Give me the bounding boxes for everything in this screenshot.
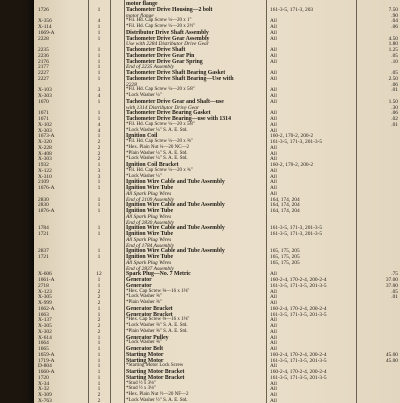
- cell-part-number: 2109: [38, 179, 49, 186]
- cell-quantity: 1: [97, 208, 101, 214]
- cell-part-number: 1664: [38, 340, 49, 347]
- cell-description: Starting Motor: [126, 351, 164, 358]
- cell-part-number: 1662-A: [38, 305, 55, 312]
- cell-description: Ignition Wire Cable and Tube Assembly: [126, 179, 225, 186]
- cell-models: All: [270, 271, 277, 278]
- cell-description: Spark Plug—No. 7 Metric: [126, 271, 191, 278]
- cell-price: .04: [391, 18, 398, 25]
- cell-quantity: 12: [96, 271, 102, 278]
- cell-quantity: 1: [97, 231, 101, 237]
- cell-part-number: 2228: [38, 35, 49, 42]
- cell-description: *Fil. Hd. Cap Screw ¼—20 x 5⁄8": [126, 121, 195, 127]
- cell-part-number: X-303: [38, 93, 52, 99]
- cell-models: 164, 174, 204: [270, 202, 300, 209]
- cell-quantity: 1: [97, 47, 101, 53]
- cell-price: 45.00: [385, 351, 398, 358]
- cell-description: *Lock Washer ¼" S. A. E. Std.: [126, 127, 188, 133]
- cell-part-number: X-122: [38, 167, 52, 174]
- cell-quantity: 4: [97, 18, 101, 25]
- cell-models: 161-3-5, 171-3-5, 201-3-5: [270, 311, 327, 318]
- cell-description: *Starting Motor Lock Screw: [126, 363, 184, 369]
- cell-models: All: [270, 70, 277, 76]
- cell-models: 160-2-4, 170-2-4, 200-2-4: [270, 277, 327, 283]
- cell-part-number: 1671: [38, 110, 49, 117]
- cell-description: Ignition Wire Tube: [126, 208, 174, 214]
- cell-models: All: [270, 397, 277, 403]
- cell-part-number: 2176: [38, 58, 49, 65]
- cell-description: *Lock Washer ⅜" S. A. E. Std.: [126, 323, 188, 328]
- cell-models: 160-2-4, 170-2-4, 200-2-4: [270, 351, 327, 358]
- cell-part-number: X-309: [38, 392, 52, 398]
- cell-description: Tachometer Drive Gear Spring: [126, 58, 203, 65]
- cell-part-number: 1784: [38, 225, 49, 232]
- cell-quantity: 4: [97, 93, 101, 99]
- cell-models: All: [270, 334, 277, 341]
- cell-models: All: [270, 392, 277, 398]
- cell-models: All: [270, 340, 277, 347]
- cell-models: 164, 174, 204: [270, 196, 300, 203]
- cell-price: .05: [391, 288, 398, 295]
- cell-price: 45.00: [385, 357, 398, 364]
- cell-models: All: [270, 167, 277, 174]
- cell-description: Ignition Wire Tube: [126, 185, 174, 191]
- cell-price: .01: [391, 121, 398, 128]
- cell-quantity: 2: [97, 392, 101, 398]
- cell-quantity: 2: [97, 328, 101, 335]
- cell-models: All: [270, 35, 277, 42]
- cell-part-number: 2830: [38, 196, 49, 203]
- cell-models: All: [270, 47, 277, 53]
- cell-quantity: 1: [97, 196, 101, 203]
- cell-description: Ignition Wire Tube: [126, 231, 174, 237]
- cell-description: Generator Bracket: [126, 305, 173, 312]
- cell-part-number: 1671: [38, 116, 49, 122]
- cell-price: 1.50: [388, 98, 398, 105]
- cell-models: All: [270, 144, 277, 151]
- cell-quantity: 1: [97, 346, 101, 352]
- cell-part-number: X-305: [38, 294, 52, 301]
- cell-description: *Lock Washer ½" S. A. E. Std.: [126, 397, 188, 403]
- cell-quantity: 1: [97, 35, 101, 42]
- cell-quantity: 1: [97, 98, 101, 105]
- cell-part-number: X-356: [38, 18, 52, 25]
- cell-quantity: 1: [97, 52, 101, 59]
- cell-price: 7.50: [388, 6, 398, 13]
- cell-description: *Fil. Hd. Cap Screw ¼—20 x 5⁄8": [126, 87, 195, 93]
- cell-description: with 1314 Distributor Drive Gear: [126, 104, 200, 111]
- cell-part-number: X-103: [38, 87, 52, 94]
- cell-part-number: 1720: [38, 374, 49, 381]
- cell-models: All: [270, 150, 277, 157]
- cell-models: 161-3-5, 171-3, 203: [270, 6, 314, 13]
- cell-price: 4.50: [388, 35, 398, 42]
- cell-quantity: 2: [97, 323, 101, 329]
- cell-quantity: 2: [97, 397, 101, 403]
- cell-quantity: 2: [97, 150, 101, 157]
- cell-description: Generator Bracket: [126, 311, 173, 318]
- cell-models: 160-2-4, 170-2-4, 200-2-4: [270, 305, 327, 312]
- cell-part-number: 2227: [38, 75, 49, 82]
- cell-quantity: 1: [97, 254, 101, 260]
- cell-description: Ignition Coil Bracket: [126, 162, 179, 168]
- cell-part-number: 2718: [38, 282, 49, 289]
- cell-description: Distributor Drive Shaft Assembly: [126, 29, 209, 36]
- cell-models: 160-2, 170-2, 200-2: [270, 162, 314, 168]
- cell-part-number: X-606: [38, 271, 52, 278]
- cell-part-number: 1660-A: [38, 369, 55, 375]
- cell-price: .05: [391, 70, 398, 76]
- cell-quantity: 1: [97, 225, 101, 232]
- cell-part-number: 1659-A: [38, 351, 55, 358]
- cell-part-number: 1721: [38, 254, 49, 260]
- cell-description: motor flange: [126, 1, 158, 7]
- cell-description: *Fil. Hd. Cap Screw ¼—20 x 1": [126, 18, 192, 24]
- cell-quantity: 1: [97, 374, 101, 381]
- cell-part-number: X-320: [38, 139, 52, 145]
- cell-quantity: 1: [97, 58, 101, 65]
- cell-price: .06: [391, 24, 398, 30]
- cell-description: *Hex. Cap Screw ⅜—16 x 1⅜": [126, 317, 190, 323]
- cell-part-number: 2837: [38, 248, 49, 255]
- cell-description: Tachometer Drive Gear and Shaft—use: [126, 98, 224, 105]
- cell-models: All: [270, 93, 277, 99]
- cell-quantity: 1: [97, 282, 101, 289]
- cell-quantity: 1: [97, 357, 101, 364]
- cell-quantity: 1: [97, 24, 101, 30]
- cell-quantity: 1: [97, 6, 101, 13]
- cell-part-number: 1876-A: [38, 208, 55, 214]
- cell-part-number: X-303: [38, 127, 52, 134]
- cell-quantity: 2: [97, 144, 101, 151]
- cell-models: 165, 175, 205: [270, 254, 300, 260]
- cell-description: Starting Motor: [126, 357, 164, 364]
- cell-quantity: 4: [97, 127, 101, 134]
- cell-quantity: 2: [97, 288, 101, 295]
- cell-quantity: 1: [97, 110, 101, 117]
- cell-quantity: 3: [97, 173, 101, 180]
- cell-description: Tachometer Drive Housing—2 bolt: [126, 6, 213, 13]
- cell-price: 37.00: [385, 282, 398, 289]
- cell-quantity: 1: [97, 70, 101, 76]
- cell-quantity: 1: [97, 380, 101, 387]
- cell-models: All: [270, 300, 277, 306]
- cell-price: .02: [391, 116, 398, 122]
- cell-price: .06: [391, 110, 398, 117]
- cell-part-number: X-999: [38, 300, 52, 306]
- cell-description: Tachometer Drive Gear Pin: [126, 52, 195, 59]
- cell-part-number: X-310: [38, 173, 52, 180]
- cell-quantity: 1: [97, 248, 101, 255]
- cell-description: *Stud ½ x 3⅛": [126, 386, 156, 392]
- cell-models: All: [270, 127, 277, 134]
- cell-quantity: 1: [97, 386, 101, 393]
- cell-description: Generator Belt: [126, 346, 164, 352]
- cell-part-number: X-137: [38, 317, 52, 324]
- cell-quantity: 3: [97, 87, 101, 94]
- cell-description: Use with 2284 Distributor Drive Gear: [126, 41, 209, 48]
- cell-price: 1.25: [388, 47, 398, 53]
- cell-part-number: X-102: [38, 121, 52, 128]
- cell-models: All: [270, 121, 277, 128]
- cell-models: All: [270, 288, 277, 295]
- cell-description: *Plain Washer ⅝" S. A. E. Std.: [126, 328, 188, 334]
- cell-models: 161-3-5, 171-3-5, 201-3-5: [270, 374, 327, 381]
- cell-part-number: X-303: [38, 156, 52, 163]
- cell-description: All Spark Plug Wires: [126, 213, 172, 220]
- cell-description: *Hex. Plain Nut ¼—20 NC—2: [126, 144, 190, 150]
- cell-part-number: 2177: [38, 64, 49, 71]
- cell-price: .05: [391, 52, 398, 59]
- cell-models: 161-3-5, 171-3, 201-3-5: [270, 231, 323, 237]
- cell-description: Ignition Wire Tube: [126, 254, 174, 260]
- cell-part-number: 1669-A: [38, 29, 55, 36]
- cell-models: All: [270, 190, 277, 197]
- cell-quantity: 1: [97, 340, 101, 347]
- cell-models: All: [270, 328, 277, 335]
- cell-models: All: [270, 52, 277, 59]
- cell-quantity: 1: [97, 363, 101, 370]
- cell-models: 160-2-4, 170-2-4, 200-2-4: [270, 369, 327, 375]
- cell-description: Generator: [126, 282, 152, 289]
- cell-description: *Fil. Hd. Cap Screw ¼—20 x ⅝": [126, 139, 193, 144]
- cell-description: End of 2837 Assembly: [126, 265, 174, 272]
- cell-quantity: 1: [97, 311, 101, 318]
- table-row: [34, 398, 400, 403]
- cell-description: *Fil. Hd. Cap Screw ¼—20 x ¾": [126, 167, 193, 173]
- cell-description: Ignition Wire Cable and Tube Assembly: [126, 248, 225, 255]
- cell-quantity: 1: [97, 351, 101, 358]
- cell-models: All: [270, 323, 277, 329]
- cell-models: All: [270, 18, 277, 25]
- cell-models: All: [270, 294, 277, 301]
- cell-description: *Lock Washer ¼" S. A. E. Std.: [126, 156, 188, 162]
- cell-models: All: [270, 29, 277, 36]
- cell-description: All Spark Plug Wires: [126, 236, 172, 243]
- cell-description: Tachometer Drive Shaft: [126, 47, 186, 53]
- cell-price: .30: [391, 104, 398, 111]
- cell-part-number: D-804: [38, 363, 52, 370]
- cell-quantity: 2: [97, 317, 101, 324]
- cell-part-number: 1665: [38, 346, 49, 352]
- cell-models: All: [270, 24, 277, 30]
- catalog-page: [34, 0, 400, 403]
- cell-quantity: 2: [97, 300, 101, 306]
- cell-description: Tachometer Drive Gear Assembly: [126, 35, 210, 42]
- cell-description: Ignition Wire Cable and Tube Assembly: [126, 202, 225, 209]
- cell-quantity: 1: [97, 369, 101, 375]
- cell-quantity: 1: [97, 185, 101, 191]
- cell-quantity: 1: [97, 75, 101, 82]
- cell-price: 1.80: [388, 41, 398, 48]
- cell-description: 2228: [126, 81, 137, 88]
- cell-part-number: 1670: [38, 98, 49, 105]
- cell-models: 161-3-5, 171-3-5, 201-3-5: [270, 357, 327, 364]
- cell-models: 161-3-5, 171-3, 201-3-5: [270, 139, 323, 145]
- cell-price: .01: [391, 87, 398, 94]
- cell-part-number: X-302: [38, 328, 52, 335]
- cell-quantity: 3: [97, 167, 101, 174]
- cell-models: All: [270, 116, 277, 122]
- cell-description: Generator Pulley: [126, 334, 169, 341]
- cell-description: *Fil. Hd. Cap Screw ¼—20 x 2½": [126, 24, 196, 29]
- cell-quantity: 1: [97, 133, 101, 140]
- cell-part-number: X-34: [38, 380, 50, 387]
- cell-quantity: 1: [97, 162, 101, 168]
- cell-description: *Stud ½ x 3⅛": [126, 380, 156, 386]
- cell-price: .06: [391, 81, 398, 88]
- cell-description: Starting Motor Bracket: [126, 369, 185, 375]
- cell-models: All: [270, 363, 277, 370]
- cell-quantity: 1: [97, 116, 101, 122]
- cell-models: All: [270, 173, 277, 180]
- cell-models: 161-3-5, 171-3, 201-3-5: [270, 225, 323, 232]
- cell-description: Tachometer Drive Bearing—use with 1314: [126, 116, 231, 122]
- cell-models: All: [270, 110, 277, 117]
- cell-part-number: 2236: [38, 52, 49, 59]
- cell-price: .01: [391, 294, 398, 301]
- cell-part-number: X-123: [38, 288, 52, 295]
- cell-quantity: 1: [97, 179, 101, 186]
- cell-part-number: 1663: [38, 311, 49, 318]
- cell-quantity: 1: [97, 64, 101, 71]
- cell-part-number: 1932: [38, 162, 49, 168]
- cell-models: 165, 175, 205: [270, 248, 300, 255]
- cell-description: All Spark Plug Wires: [126, 259, 172, 266]
- cell-description: *Plain Washer ¼" S. A. E. Std.: [126, 150, 188, 156]
- cell-description: *Lock Washer ¼": [126, 173, 162, 179]
- cell-quantity: 1: [97, 334, 101, 341]
- cell-description: *Hex. Plain Nut ½—20 NF—2: [126, 392, 189, 397]
- cell-description: End of 1784 Assembly: [126, 242, 174, 249]
- cell-description: motor flange: [126, 12, 154, 19]
- cell-models: All: [270, 179, 277, 186]
- cell-part-number: X-228: [38, 144, 52, 151]
- cell-quantity: 2: [97, 139, 101, 145]
- cell-part-number: 1661-A: [38, 277, 55, 283]
- cell-quantity: 1: [97, 305, 101, 312]
- cell-models: All: [270, 380, 277, 387]
- cell-part-number: 2227: [38, 70, 49, 76]
- cell-description: Tachometer Drive Shaft Bearing—Use with: [126, 75, 234, 82]
- cell-models: 165, 175, 205: [270, 259, 300, 266]
- cell-description: Tachometer Drive Bearing Gasket: [126, 110, 211, 117]
- cell-description: *Plain Washer ⅜": [126, 300, 162, 305]
- cell-price: 37.00: [385, 277, 398, 283]
- cell-description: End of 2830 Assembly: [126, 219, 174, 226]
- cell-part-number: 1673-A: [38, 133, 55, 140]
- cell-part-number: 1726: [38, 6, 49, 13]
- cell-description: All Spark Plug Wires: [126, 190, 172, 197]
- cell-models: 164, 174, 204: [270, 208, 300, 214]
- cell-models: All: [270, 346, 277, 352]
- cell-description: *Lock Washer ⅜": [126, 294, 162, 300]
- cell-description: Starting Motor Bracket: [126, 374, 185, 381]
- cell-part-number: X-305: [38, 323, 52, 329]
- cell-part-number: X-614: [38, 334, 52, 341]
- cell-models: All: [270, 98, 277, 105]
- cell-part-number: X-763: [38, 397, 52, 403]
- cell-part-number: 1721: [38, 231, 49, 237]
- cell-description: Generator: [126, 277, 152, 283]
- cell-models: All: [270, 87, 277, 94]
- cell-models: All: [270, 75, 277, 82]
- cell-models: 161-3-5, 171-3-5, 201-3-5: [270, 282, 327, 289]
- cell-part-number: 1719-A: [38, 357, 55, 364]
- cell-description: Ignition Coil: [126, 133, 158, 140]
- cell-quantity: 4: [97, 121, 101, 128]
- cell-part-number: 2830: [38, 202, 49, 209]
- cell-price: .75: [391, 271, 398, 278]
- cell-price: 2.50: [388, 75, 398, 82]
- cell-description: Ignition Wire Cable and Tube Assembly: [126, 225, 225, 232]
- cell-description: *Lock Washer ¼": [126, 93, 162, 98]
- cell-quantity: 2: [97, 156, 101, 163]
- cell-price: .90: [391, 12, 398, 19]
- cell-models: 160-2, 170-2, 200-2: [270, 133, 314, 140]
- cell-part-number: X-408: [38, 150, 52, 157]
- cell-description: Tachometer Drive Shaft Bearing Gasket: [126, 70, 226, 76]
- cell-models: All: [270, 156, 277, 163]
- cell-part-number: X-114: [38, 24, 52, 30]
- cell-description: End of 2109 Assembly: [126, 196, 174, 203]
- cell-models: All: [270, 317, 277, 324]
- cell-part-number: 2235: [38, 47, 49, 53]
- cell-quantity: 1: [97, 277, 101, 283]
- cell-quantity: 2: [97, 294, 101, 301]
- cell-description: End of 2235 Assembly: [126, 64, 174, 71]
- cell-models: All: [270, 185, 277, 191]
- cell-quantity: 1: [97, 29, 101, 36]
- cell-description: *Hex. Cap Screw ⅜—16 x 1⅜": [126, 288, 190, 294]
- cell-models: All: [270, 386, 277, 393]
- cell-part-number: X-32: [38, 386, 50, 393]
- cell-price: .10: [391, 58, 398, 65]
- cell-quantity: 1: [97, 202, 101, 209]
- cell-part-number: 1676-A: [38, 185, 55, 191]
- cell-models: All: [270, 58, 277, 65]
- cell-description: *Lock Washer ⅝": [126, 340, 162, 346]
